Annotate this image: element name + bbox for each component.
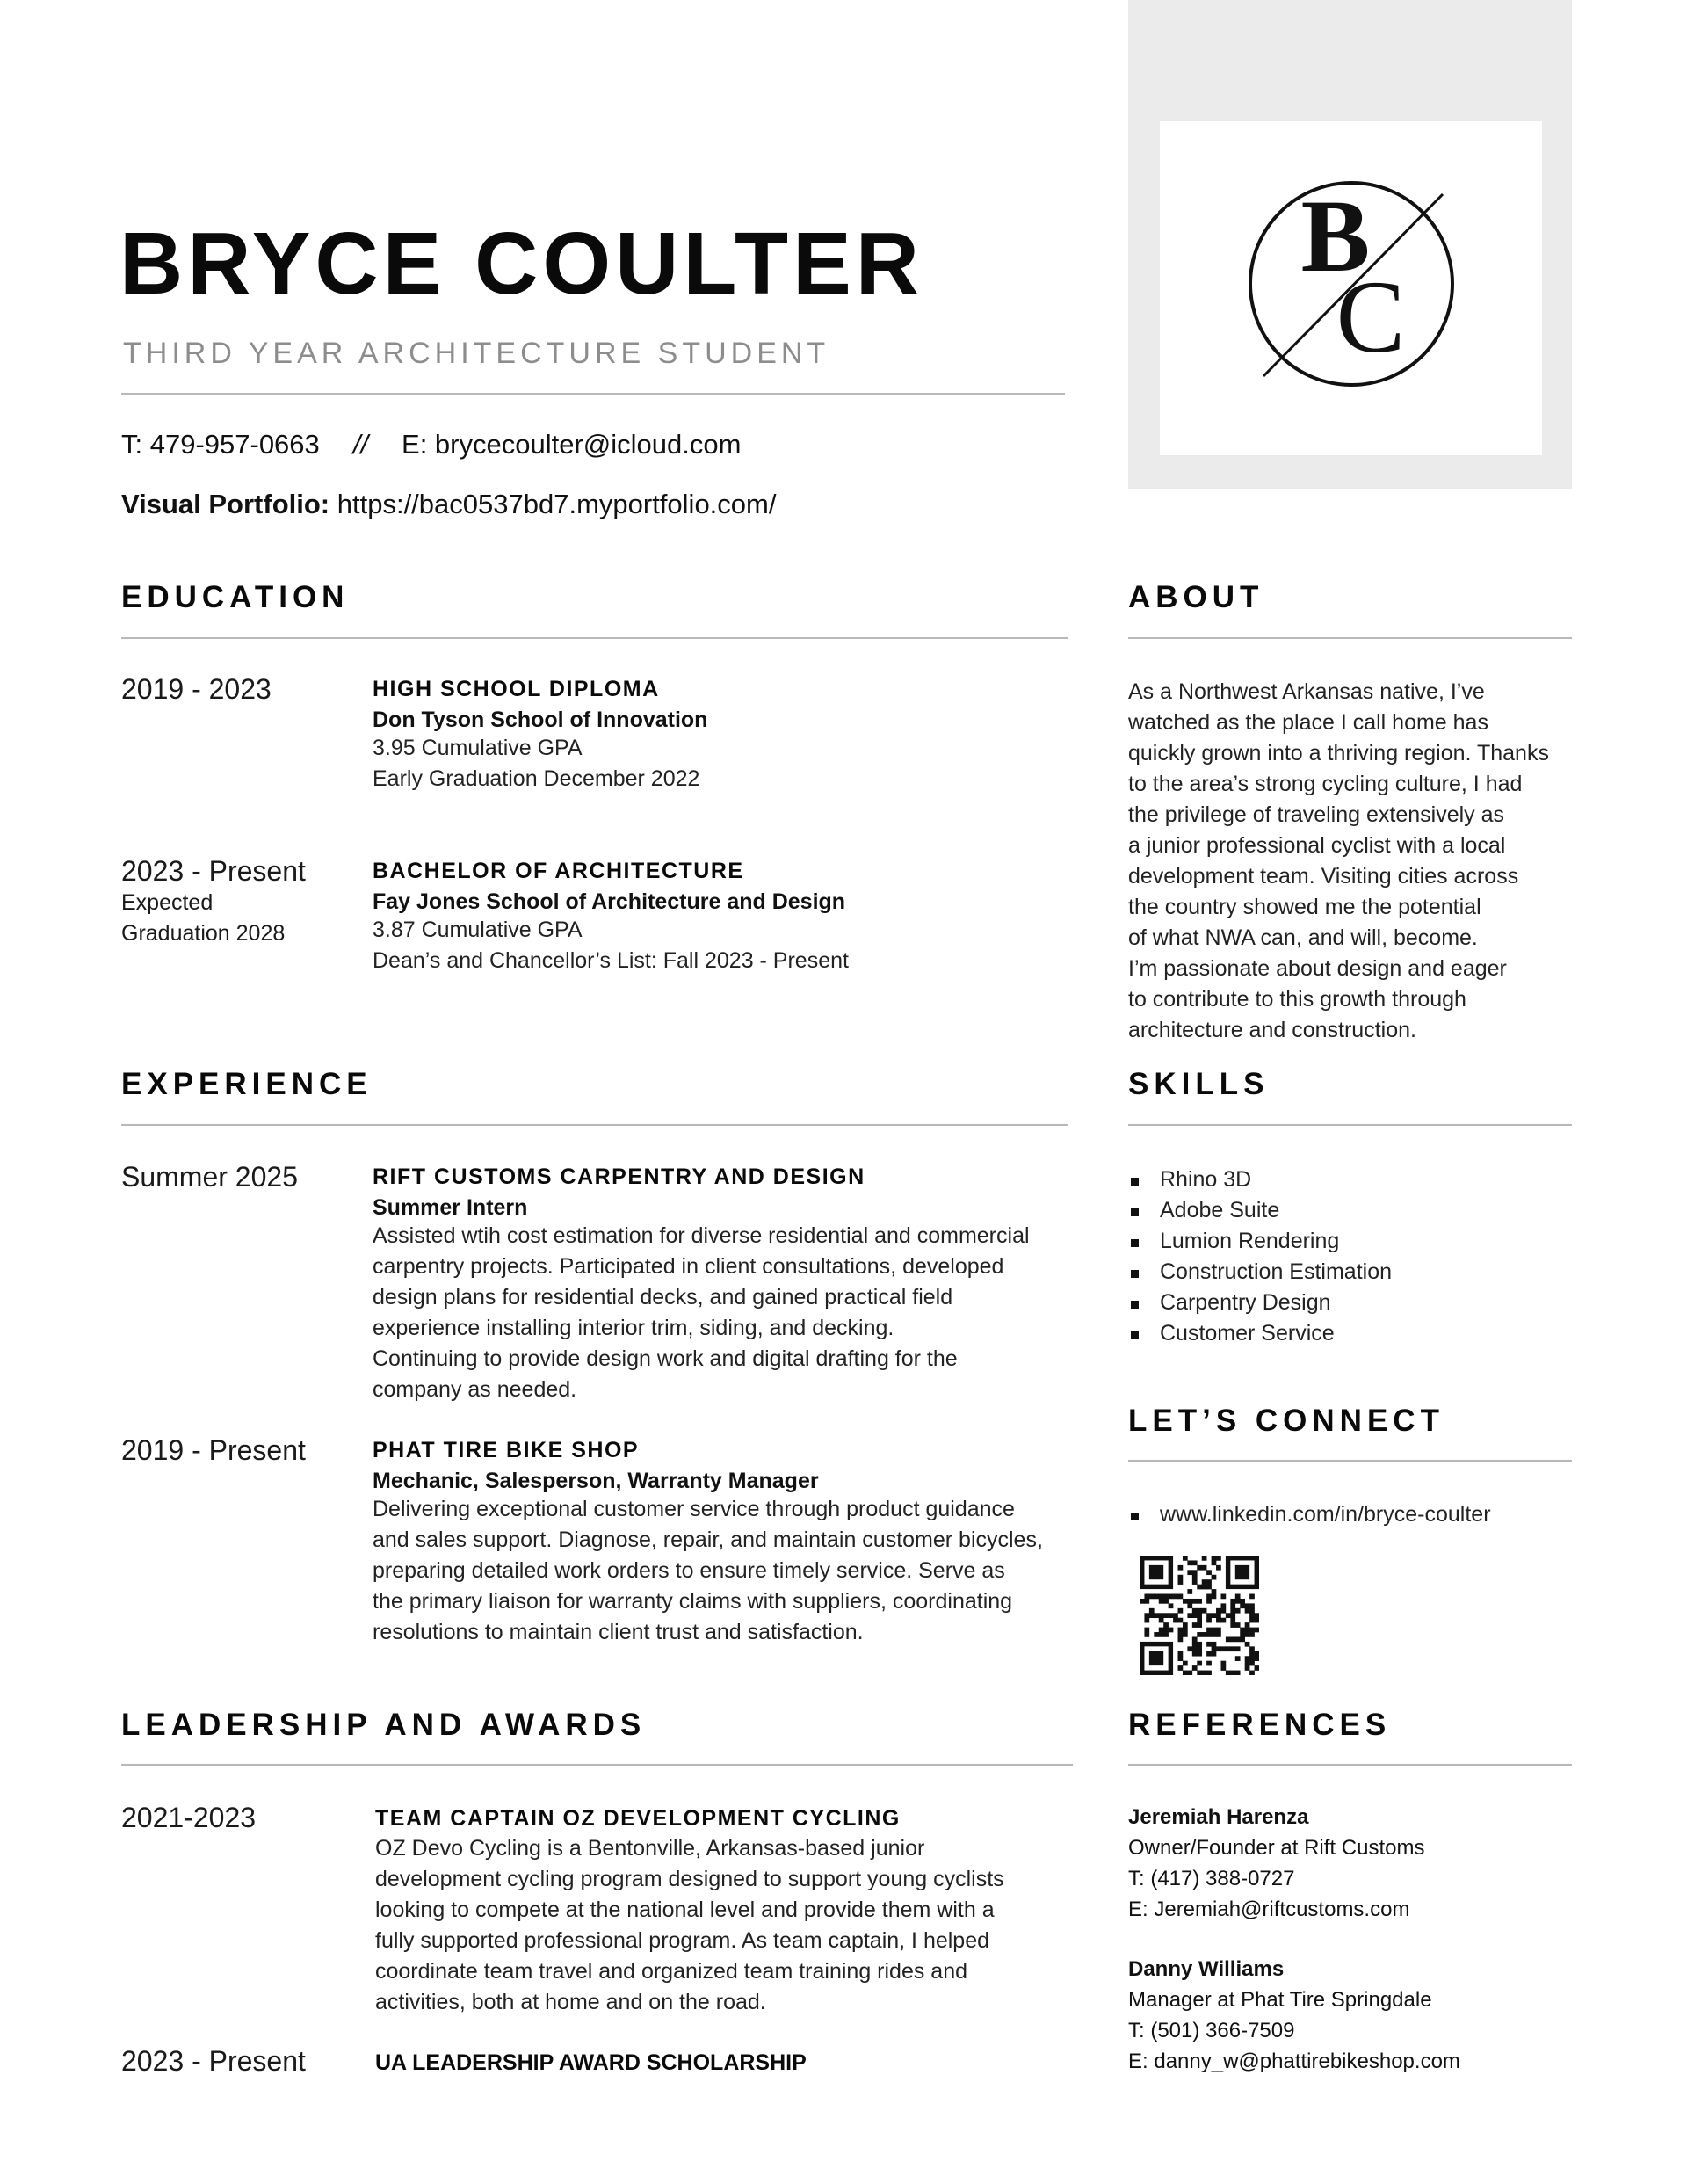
skill-item: Construction Estimation: [1128, 1257, 1392, 1288]
description-line: the primary liaison for warranty claims with suppliers, coordinating: [373, 1589, 1013, 1614]
logo-card: [1160, 121, 1542, 455]
job-role: Summer Intern: [373, 1195, 528, 1220]
portfolio-line: [121, 489, 776, 520]
bullet-square-icon: [1131, 1239, 1139, 1247]
bullet-square-icon: [1131, 1331, 1139, 1339]
about-line: watched as the place I call home has: [1128, 710, 1488, 735]
description-line: fully supported professional program. As team captain, I helped: [375, 1928, 990, 1953]
skill-item: Customer Service: [1128, 1318, 1392, 1349]
qr-code-icon[interactable]: [1140, 1556, 1259, 1675]
description-line: and sales support. Diagnose, repair, and maintain customer bicycles,: [373, 1527, 1043, 1552]
job-description: [373, 1494, 1043, 1648]
bullet-square-icon: [1131, 1270, 1139, 1278]
education-entry: [373, 859, 849, 976]
description-line: looking to compete at the national level and provide them with a: [375, 1897, 995, 1922]
education-detail: 3.87 Cumulative GPA: [373, 918, 583, 942]
connect-divider: [1128, 1460, 1572, 1462]
reference-card: [1128, 1802, 1424, 1925]
degree-title: HIGH SCHOOL DIPLOMA: [373, 677, 660, 701]
education-detail: Dean’s and Chancellor’s List: Fall 2023 - Present: [373, 948, 849, 973]
education-date: 2023 - Present: [121, 855, 306, 887]
skills-heading: SKILLS: [1128, 1067, 1270, 1101]
description-line: Assisted wtih cost estimation for diverse residential and commercial: [373, 1223, 1030, 1248]
education-date: 2019 - 2023: [121, 673, 272, 705]
monogram-letter-b: B: [1300, 178, 1371, 294]
phone-number[interactable]: T: 479-957-0663: [121, 429, 320, 460]
school-name: Fay Jones School of Architecture and Design: [373, 889, 846, 914]
leadership-divider: [121, 1764, 1073, 1766]
reference-phone[interactable]: T: (501) 366-7509: [1128, 2019, 1295, 2043]
monogram-logo: [1160, 121, 1542, 455]
skill-item: Carpentry Design: [1128, 1288, 1392, 1318]
references-heading: REFERENCES: [1128, 1708, 1392, 1742]
reference-position: Manager at Phat Tire Springdale: [1128, 1988, 1432, 2012]
reference-name: Jeremiah Harenza: [1128, 1805, 1309, 1829]
contact-separator: //: [352, 429, 369, 460]
leadership-entry: [375, 1806, 1004, 2018]
bullet-square-icon: [1131, 1513, 1139, 1520]
reference-phone[interactable]: T: (417) 388-0727: [1128, 1867, 1295, 1890]
education-detail: Early Graduation December 2022: [373, 766, 700, 791]
job-description: [373, 1221, 1030, 1405]
description-line: experience installing interior trim, siding, and decking.: [373, 1316, 894, 1340]
monogram-letter-c: C: [1336, 259, 1406, 374]
education-heading: EDUCATION: [121, 580, 350, 614]
references-divider: [1128, 1764, 1572, 1766]
reference-name: Danny Williams: [1128, 1957, 1285, 1981]
leadership-date: 2023 - Present: [121, 2045, 306, 2077]
skill-item: Lumion Rendering: [1128, 1226, 1392, 1257]
about-line: quickly grown into a thriving region. Thanks: [1128, 741, 1549, 765]
leadership-heading: LEADERSHIP AND AWARDS: [121, 1708, 647, 1742]
about-line: a junior professional cyclist with a local: [1128, 833, 1506, 858]
employer-name: PHAT TIRE BIKE SHOP: [373, 1438, 640, 1462]
resume-name: BRYCE COULTER: [119, 214, 923, 313]
portfolio-link[interactable]: https://bac0537bd7.myportfolio.com/: [337, 489, 777, 519]
skills-divider: [1128, 1124, 1572, 1126]
date-note-line: Graduation 2028: [121, 921, 286, 946]
education-divider: [121, 637, 1068, 639]
reference-email[interactable]: E: Jeremiah@riftcustoms.com: [1128, 1897, 1410, 1921]
description-line: design plans for residential decks, and gained practical field: [373, 1285, 953, 1310]
about-text: [1128, 677, 1549, 1046]
header-divider: [121, 393, 1065, 395]
connect-list: [1128, 1499, 1491, 1530]
skill-item: Adobe Suite: [1128, 1195, 1392, 1226]
about-line: of what NWA can, and will, become.: [1128, 925, 1478, 950]
experience-divider: [121, 1124, 1068, 1126]
description-line: resolutions to maintain client trust and satisfaction.: [373, 1620, 864, 1644]
email-address[interactable]: E: brycecoulter@icloud.com: [402, 429, 742, 460]
description-line: coordinate team travel and organized team training rides and: [375, 1959, 968, 1984]
about-line: to the area’s strong cycling culture, I had: [1128, 772, 1523, 796]
job-role: Mechanic, Salesperson, Warranty Manager: [373, 1469, 819, 1493]
description-line: preparing detailed work orders to ensure timely service. Serve as: [373, 1558, 1005, 1583]
about-divider: [1128, 637, 1572, 639]
date-note-line: Expected: [121, 890, 214, 915]
about-line: the privilege of traveling extensively as: [1128, 802, 1505, 827]
description-line: carpentry projects. Participated in client consultations, developed: [373, 1254, 1004, 1279]
linkedin-link[interactable]: www.linkedin.com/in/bryce-coulter: [1128, 1499, 1491, 1530]
employer-name: RIFT CUSTOMS CARPENTRY AND DESIGN: [373, 1165, 865, 1189]
award-description: [375, 1833, 1004, 2018]
description-line: company as needed.: [373, 1377, 577, 1402]
skills-list: [1128, 1165, 1392, 1349]
description-line: development cycling program designed to support young cyclists: [375, 1867, 1004, 1891]
award-title: TEAM CAPTAIN OZ DEVELOPMENT CYCLING: [375, 1806, 901, 1831]
connect-heading: LET’S CONNECT: [1128, 1404, 1444, 1438]
leadership-date: 2021-2023: [121, 1802, 257, 1833]
reference-email[interactable]: E: danny_w@phattirebikeshop.com: [1128, 2050, 1460, 2073]
bullet-square-icon: [1131, 1301, 1139, 1309]
portfolio-label: Visual Portfolio:: [121, 489, 330, 519]
about-line: I’m passionate about design and eager: [1128, 956, 1507, 981]
award-title: UA LEADERSHIP AWARD SCHOLARSHIP: [375, 2050, 807, 2075]
education-date-note: [121, 888, 285, 949]
description-line: Continuing to provide design work and digital drafting for the: [373, 1346, 958, 1371]
contact-line: [121, 429, 741, 461]
experience-entry: [373, 1438, 1043, 1648]
education-entry: [373, 677, 707, 795]
about-line: to contribute to this growth through: [1128, 987, 1466, 1012]
experience-entry: [373, 1165, 1030, 1405]
skill-item: Rhino 3D: [1128, 1165, 1392, 1195]
degree-title: BACHELOR OF ARCHITECTURE: [373, 859, 744, 883]
bullet-square-icon: [1131, 1208, 1139, 1216]
education-detail: 3.95 Cumulative GPA: [373, 736, 583, 760]
experience-date: Summer 2025: [121, 1161, 298, 1193]
experience-heading: EXPERIENCE: [121, 1067, 373, 1101]
reference-position: Owner/Founder at Rift Customs: [1128, 1836, 1425, 1860]
resume-subtitle: THIRD YEAR ARCHITECTURE STUDENT: [123, 337, 830, 370]
bullet-square-icon: [1131, 1178, 1139, 1186]
reference-card: [1128, 1954, 1460, 2077]
description-line: Delivering exceptional customer service through product guidance: [373, 1497, 1015, 1521]
experience-date: 2019 - Present: [121, 1434, 306, 1466]
about-line: As a Northwest Arkansas native, I’ve: [1128, 679, 1485, 704]
description-line: activities, both at home and on the road.: [375, 1990, 766, 2014]
school-name: Don Tyson School of Innovation: [373, 707, 708, 732]
about-line: development team. Visiting cities across: [1128, 864, 1519, 889]
description-line: OZ Devo Cycling is a Bentonville, Arkansas-based junior: [375, 1836, 925, 1861]
about-line: the country showed me the potential: [1128, 895, 1481, 919]
about-line: architecture and construction.: [1128, 1018, 1416, 1042]
about-heading: ABOUT: [1128, 580, 1264, 614]
